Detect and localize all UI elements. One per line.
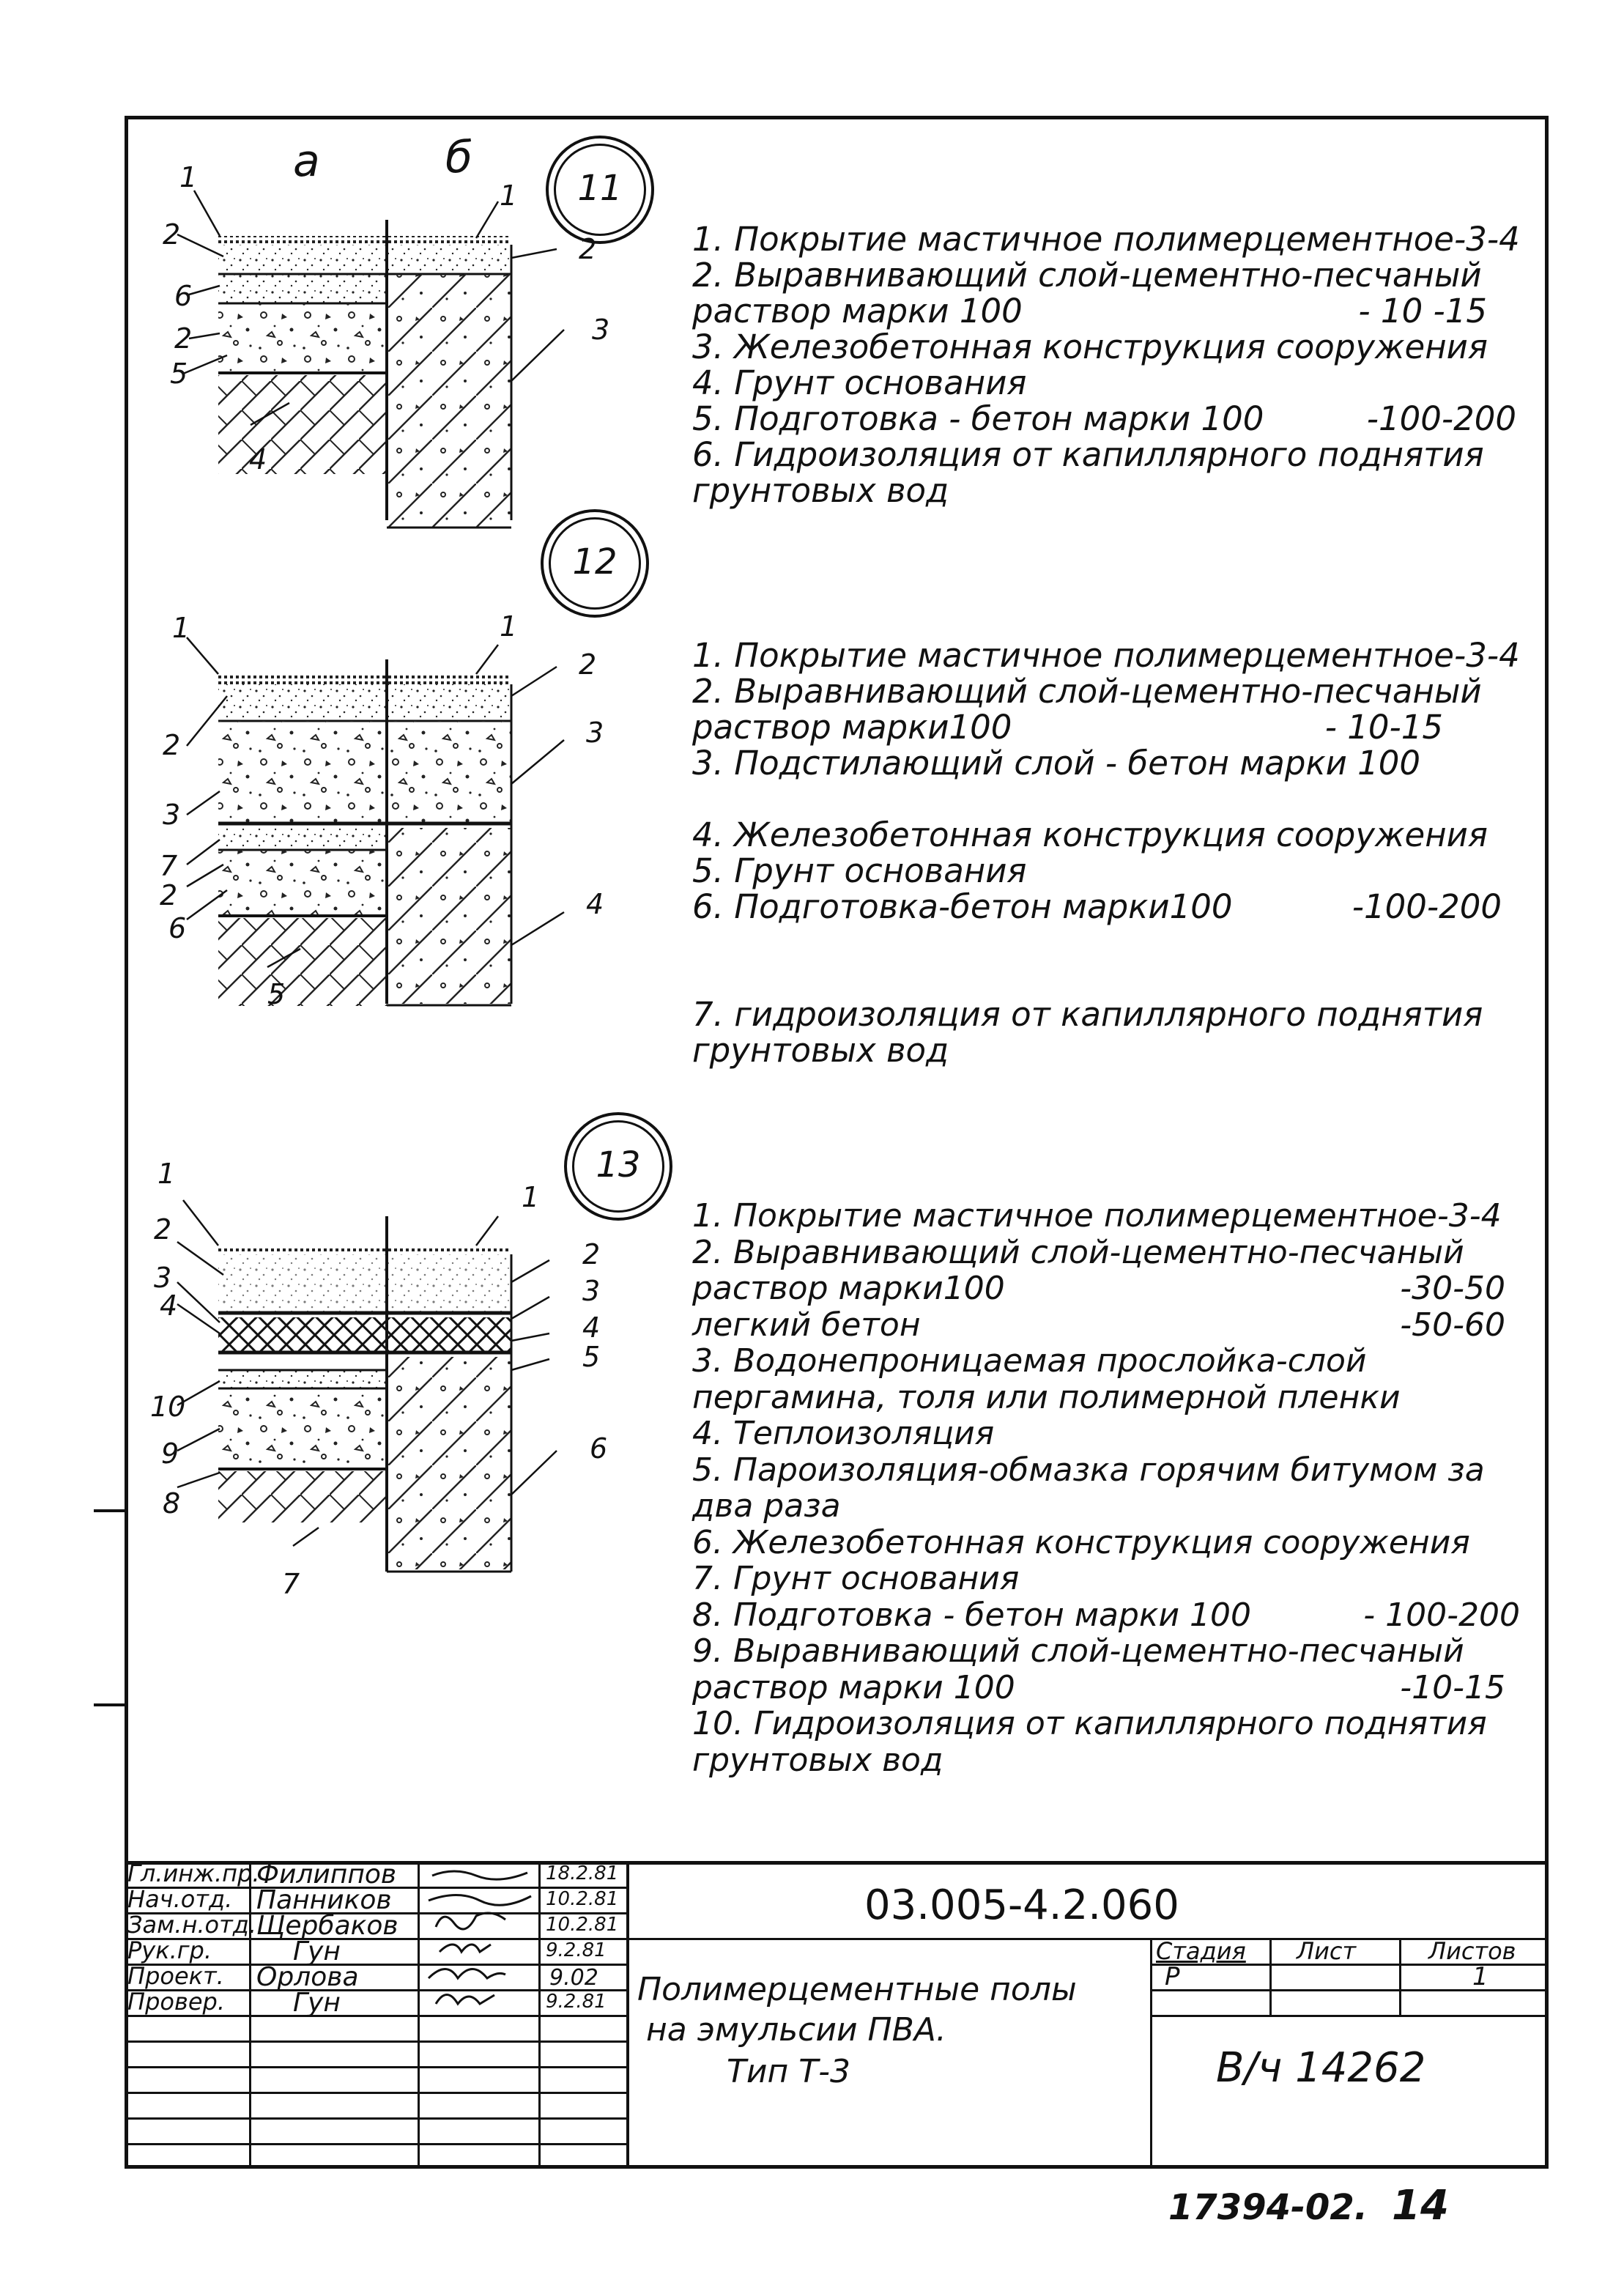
note-line: 2. Выравнивающий слой-цементно-песчаный (692, 256, 1482, 295)
note-line: два раза (692, 1487, 841, 1525)
note-line: 5. Пароизоляция-обмазка горячим битумом за (692, 1451, 1485, 1489)
s13-callout: 10 (150, 1391, 186, 1423)
left-margin-tick-1 (94, 1509, 127, 1512)
note-value: - 100-200 (1363, 1596, 1520, 1634)
tb-name: Филиппов (256, 1860, 397, 1890)
tb-date: 10.2.81 (546, 1888, 619, 1910)
section-11-number: 11 (577, 168, 623, 209)
tb-date: 9.02 (549, 1965, 598, 1991)
s11-callout: 5 (170, 358, 188, 390)
note-line: 4. Грунт основания (692, 363, 1027, 402)
note-value: - 10-15 (1324, 708, 1443, 747)
column-label-b: б (445, 132, 473, 183)
s13-callout: 2 (582, 1238, 601, 1270)
s12-callout: 2 (160, 879, 178, 911)
drawing-title-line: Тип Т-3 (727, 2053, 850, 2090)
column-label-a: а (293, 136, 320, 187)
s11-callout: 2 (579, 233, 597, 265)
drawing-title-line: Полимерцементные полы (637, 1971, 1077, 2008)
note-value: -30-50 (1400, 1270, 1505, 1307)
s13-callout: 1 (157, 1158, 176, 1190)
note-line: 9. Выравнивающий слой-цементно-песчаный (692, 1632, 1464, 1670)
sheets-header: Листов (1428, 1937, 1516, 1965)
s13-callout: 5 (582, 1341, 601, 1373)
s11-callout: 1 (500, 180, 518, 212)
note-line: 3. Водонепроницаемая прослойка-слой (692, 1342, 1367, 1380)
tb-name: Панников (256, 1885, 392, 1915)
note-line: 5. Грунт основания (692, 851, 1027, 890)
note-line: раствор марки100 - 10-15 (692, 708, 1443, 747)
s13-callout: 4 (160, 1289, 178, 1322)
page-number: 14 (1392, 2182, 1449, 2230)
s11-callout: 2 (174, 322, 193, 355)
note-line: 6. Гидроизоляция от капиллярного поднятия (692, 435, 1484, 474)
note-line: 6. Железобетонная конструкция сооружения (692, 1523, 1470, 1561)
sheet-header: Лист (1297, 1937, 1357, 1965)
s12-callout: 3 (586, 717, 604, 749)
section-12-notes (692, 636, 1520, 1070)
s12-callout: 6 (168, 912, 187, 944)
note-line: раствор марки100 -30-50 (692, 1270, 1505, 1307)
note-line: грунтовых вод (692, 1741, 943, 1779)
note-line: 1. Покрытие мастичное полимерцементное-3-4 (692, 1197, 1502, 1235)
note-line: грунтовых вод (692, 471, 949, 510)
tb-role: Провер. (127, 1988, 225, 2016)
section-12-drawing (125, 623, 637, 1033)
section-13-number: 13 (596, 1144, 641, 1185)
note-line: 7. гидроизоляция от капиллярного поднятия (692, 995, 1483, 1034)
s11-callout: 1 (179, 161, 198, 193)
note-line: 2. Выравнивающий слой-цементно-песчаный (692, 672, 1482, 711)
tb-role: Проект. (127, 1962, 224, 1990)
footer-number: 17394-02. (1168, 2187, 1368, 2228)
s11-callout: 4 (249, 443, 267, 476)
note-line: 3. Железобетонная конструкция сооружения (692, 328, 1488, 366)
note-line: 5. Подготовка - бетон марки 100 -100-200 (692, 399, 1516, 438)
note-line (692, 961, 1502, 996)
s12-callout: 2 (163, 729, 181, 761)
section-11-notes (692, 220, 1520, 510)
note-line: 10. Гидроизоляция от капиллярного поднятия (692, 1705, 1487, 1742)
s12-callout: 5 (267, 978, 286, 1010)
note-line (692, 925, 1502, 961)
tb-role: Нач.отд. (127, 1885, 233, 1913)
note-line: 6. Подготовка-бетон марки100 -100-200 (692, 887, 1502, 926)
note-line: 4. Теплоизоляция (692, 1415, 995, 1452)
s13-callout: 2 (154, 1213, 172, 1246)
drawing-title-line: на эмульсии ПВА. (646, 2011, 946, 2049)
note-line: 3. Подстилающий слой - бетон марки 100 (692, 744, 1421, 782)
s13-callout: 7 (282, 1568, 300, 1600)
section-13-notes (692, 1198, 1520, 1778)
note-value: -10-15 (1400, 1668, 1505, 1706)
note-line: грунтовых вод (692, 1031, 949, 1070)
tb-date: 18.2.81 (546, 1862, 619, 1884)
tb-name: Щербаков (256, 1911, 398, 1941)
note-value: -50-60 (1400, 1306, 1505, 1344)
tb-date: 9.2.81 (546, 1991, 607, 2013)
s12-callout: 2 (579, 648, 597, 681)
s13-callout: 4 (582, 1311, 601, 1344)
note-line: 1. Покрытие мастичное полимерцементное-3-4 (692, 220, 1520, 259)
title-block (125, 1861, 1549, 2169)
note-line: пергамина, толя или полимерной пленки (692, 1378, 1401, 1416)
s11-callout: 3 (592, 314, 610, 346)
s12-callout: 4 (586, 888, 604, 920)
s13-callout: 1 (522, 1181, 540, 1213)
note-value: -100-200 (1352, 887, 1502, 926)
note-value: - 10 -15 (1358, 292, 1487, 330)
section-13-drawing (125, 1202, 637, 1612)
signatures (421, 1861, 538, 2022)
stage-header: Стадия (1156, 1937, 1246, 1965)
note-line: 4. Железобетонная конструкция сооружения (692, 815, 1488, 854)
note-line: 8. Подготовка - бетон марки 100 - 100-200 (692, 1596, 1520, 1634)
tb-name: Гун (293, 1988, 341, 2018)
tb-role: Рук.гр. (127, 1936, 212, 1964)
tb-date: 10.2.81 (546, 1914, 619, 1936)
section-12-number: 12 (572, 541, 618, 582)
section-12-marker (541, 509, 649, 618)
s13-callout: 3 (154, 1262, 172, 1294)
tb-date: 9.2.81 (546, 1939, 607, 1961)
s11-callout: 2 (163, 218, 181, 251)
inventory-number: В/ч 14262 (1216, 2044, 1426, 2092)
note-line: раствор марки 100 -10-15 (692, 1668, 1505, 1706)
note-line: легкий бетон -50-60 (692, 1306, 1505, 1344)
left-margin-tick-2 (94, 1703, 127, 1706)
note-line: 7. Грунт основания (692, 1560, 1020, 1597)
s13-callout: 8 (163, 1487, 181, 1520)
sheets-value: 1 (1472, 1962, 1488, 1991)
tb-role: Зам.н.отд. (127, 1911, 257, 1939)
s11-callout: 6 (174, 280, 193, 312)
section-11-drawing (125, 176, 637, 528)
s12-callout: 1 (172, 612, 190, 644)
note-value: -100-200 (1366, 399, 1516, 438)
s12-callout: 1 (500, 610, 518, 643)
s13-callout: 9 (161, 1437, 179, 1470)
tb-name: Гун (293, 1936, 341, 1966)
s12-callout: 3 (163, 799, 181, 831)
s13-callout: 3 (582, 1275, 601, 1307)
note-line (692, 781, 1502, 817)
tb-name: Орлова (256, 1962, 359, 1992)
doc-code: 03.005-4.2.060 (864, 1881, 1179, 1929)
stage-value: Р (1165, 1962, 1180, 1991)
tb-role: Гл.инж.пр. (127, 1860, 260, 1887)
note-line: 1. Покрытие мастичное полимерцементное-3-4 (692, 636, 1520, 675)
note-line: 2. Выравнивающий слой-цементно-песчаный (692, 1233, 1464, 1271)
s13-callout: 6 (590, 1432, 608, 1465)
s12-callout: 7 (160, 850, 178, 882)
note-line: раствор марки 100 - 10 -15 (692, 292, 1487, 330)
